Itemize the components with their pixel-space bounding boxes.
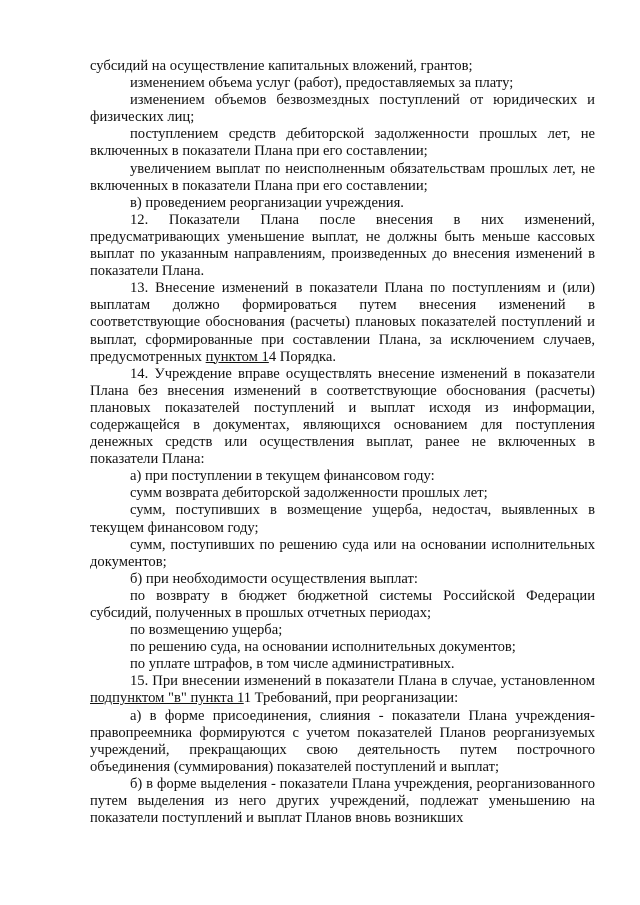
document-page <box>90 58 595 827</box>
paragraph: б) в форме выделения - показатели Плана учреждения, реорганизованного путем выделения из него других учреждений, подлежат уменьшению на показатели поступлений и выплат Планов вновь возникших <box>90 775 595 827</box>
paragraph: б) при необходимости осуществления выплат: <box>130 570 418 587</box>
paragraph: изменением объемов безвозмездных поступлений от юридических и физических лиц; <box>90 92 595 126</box>
paragraph-item-15 <box>90 673 595 707</box>
paragraph: сумм, поступивших по решению суда или на основании исполнительных документов; <box>90 536 595 570</box>
paragraph: по возврату в бюджет бюджетной системы Российской Федерации субсидий, полученных в прошлых отчетных периодах; <box>90 587 595 621</box>
paragraph: изменением объема услуг (работ), предоставляемых за плату; <box>130 75 514 92</box>
paragraph: а) в форме присоединения, слияния - показатели Плана учреждения-правопреемника формируются с учетом показателей Планов реорганизуемых учреждений, прекращающих свою деятельность путем построчного объединения (суммирования) показателей поступлений и выплат; <box>90 707 595 775</box>
paragraph: по решению суда, на основании исполнительных документов; <box>130 639 516 656</box>
paragraph: а) при поступлении в текущем финансовом году: <box>130 468 435 485</box>
reference-link[interactable]: пунктом 1 <box>205 348 269 365</box>
paragraph: по возмещению ущерба; <box>130 622 283 639</box>
paragraph: увеличением выплат по неисполненным обязательствам прошлых лет, не включенных в показатели Плана при его составлении; <box>90 160 595 194</box>
paragraph: в) проведением реорганизации учреждения. <box>130 194 404 211</box>
paragraph-text: 13. Внесение изменений в показатели Плана по поступлениям и (или) выплатам должно формироваться путем внесения изменений в соответствующие обоснования (расчеты) плановых показателей поступлений и выплат, сформированные при составлении Плана, за исключением случаев, предусмотренных <box>90 280 595 365</box>
paragraph: по уплате штрафов, в том числе административных. <box>130 656 455 673</box>
paragraph: сумм возврата дебиторской задолженности прошлых лет; <box>130 485 488 502</box>
paragraph-text: 4 Порядка. <box>268 348 337 365</box>
paragraph: поступлением средств дебиторской задолженности прошлых лет, не включенных в показатели Плана при его составлении; <box>90 126 595 160</box>
paragraph-text: 1 Требований, при реорганизации: <box>243 690 459 707</box>
paragraph-item-12: 12. Показатели Плана после внесения в них изменений, предусматривающих уменьшение выплат, не должны быть меньше кассовых выплат по указанным направлениям, произведенных до внесения изменений в показатели Плана. <box>90 211 595 280</box>
paragraph-item-13 <box>90 280 595 365</box>
reference-link[interactable]: подпунктом "в" пункта 1 <box>90 690 244 707</box>
paragraph-text: 15. При внесении изменений в показатели Плана в случае, установленном <box>130 673 595 690</box>
paragraph: субсидий на осуществление капитальных вложений, грантов; <box>90 58 473 74</box>
paragraph: сумм, поступивших в возмещение ущерба, недостач, выявленных в текущем финансовом году; <box>90 502 595 536</box>
paragraph-item-14: 14. Учреждение вправе осуществлять внесение изменений в показатели Плана без внесения изменений в соответствующие обоснования (расчеты) плановых показателей поступлений и выплат исходя из информации, содержащейся в документах, являющихся основанием для поступления денежных средств или осуществления выплат, ранее не включенных в показатели Плана: <box>90 365 595 468</box>
